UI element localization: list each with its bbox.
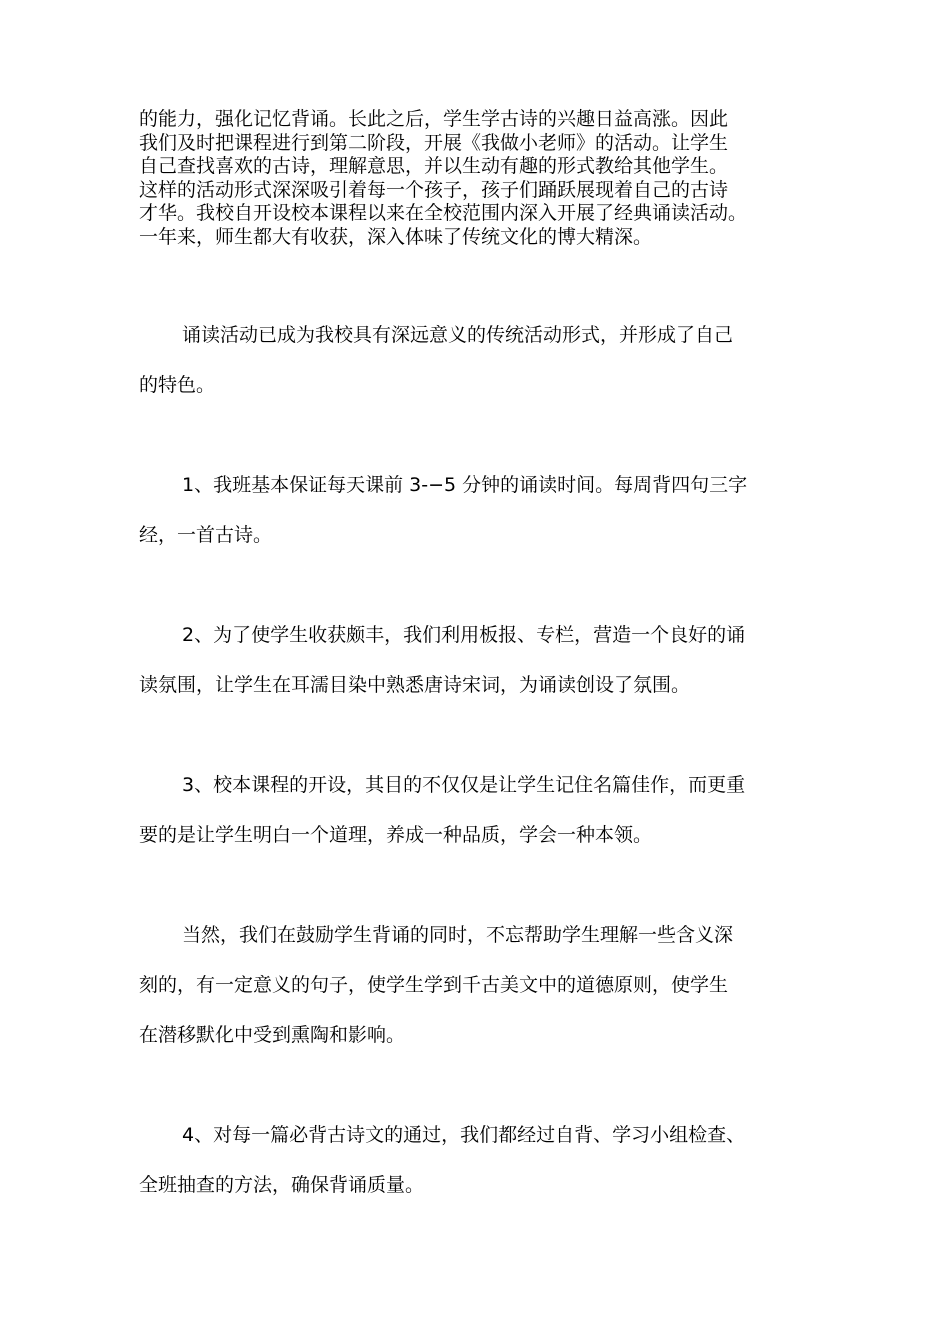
text-line: 这样的活动形式深深吸引着每一个孩子，孩子们踊跃展现着自己的古诗 <box>139 178 729 201</box>
intro-paragraph <box>139 108 819 249</box>
paragraph-features <box>139 310 819 410</box>
text-line: 2、为了使学生收获颇丰，我们利用板报、专栏，营造一个良好的诵 <box>182 624 746 646</box>
text-line: 诵读活动已成为我校具有深远意义的传统活动形式，并形成了自己 <box>182 324 734 346</box>
text-line: 一年来，师生都大有收获，深入体味了传统文化的博大精深。 <box>139 225 653 248</box>
text-line: 全班抽查的方法，确保背诵质量。 <box>139 1174 425 1196</box>
text-line: 4、对每一篇必背古诗文的通过，我们都经过自背、学习小组检查、 <box>182 1124 746 1146</box>
text-line: 在潜移默化中受到熏陶和影响。 <box>139 1024 406 1046</box>
text-line: 刻的，有一定意义的句子，使学生学到千古美文中的道德原则，使学生 <box>139 974 729 996</box>
text-line: 的特色。 <box>139 374 216 396</box>
paragraph-item-2 <box>139 610 819 710</box>
text-line: 要的是让学生明白一个道理，养成一种品质，学会一种本领。 <box>139 824 653 846</box>
text-line: 才华。我校自开设校本课程以来在全校范围内深入开展了经典诵读活动。 <box>139 202 748 224</box>
text-line: 当然，我们在鼓励学生背诵的同时，不忘帮助学生理解一些含义深 <box>182 924 734 946</box>
text-line: 自己查找喜欢的古诗，理解意思，并以生动有趣的形式教给其他学生。 <box>139 155 729 177</box>
text-line: 我们及时把课程进行到第二阶段，开展《我做小老师》的活动。让学生 <box>139 131 729 154</box>
paragraph-item-1 <box>139 460 819 560</box>
text-line: 的能力，强化记忆背诵。长此之后，学生学古诗的兴趣日益高涨。因此 <box>139 108 729 130</box>
paragraph-item-4 <box>139 1110 819 1210</box>
text-line: 读氛围，让学生在耳濡目染中熟悉唐诗宋词，为诵读创设了氛围。 <box>139 674 691 696</box>
text-line: 3、校本课程的开设，其目的不仅仅是让学生记住名篇佳作，而更重 <box>182 774 746 796</box>
paragraph-item-3 <box>139 760 819 860</box>
text-line: 1、我班基本保证每天课前 3-−5 分钟的诵读时间。每周背四句三字 <box>182 474 748 496</box>
paragraph-understanding <box>139 910 819 1060</box>
text-line: 经，一首古诗。 <box>139 524 273 546</box>
